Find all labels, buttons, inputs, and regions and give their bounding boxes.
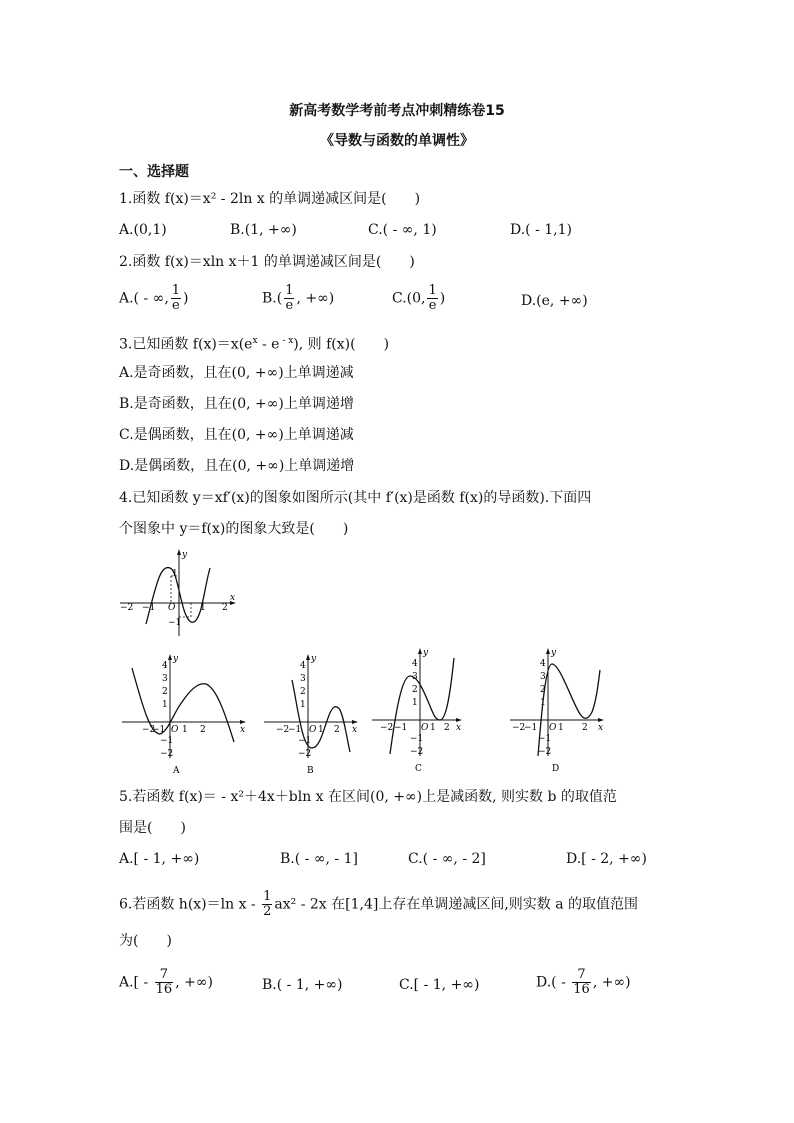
- svg-text:1: 1: [430, 723, 436, 733]
- q6-option-a: A.[ - $\frac{7}{16}$ , +∞): [119, 967, 213, 997]
- svg-text:−1: −1: [298, 736, 312, 746]
- svg-text:−2: −2: [512, 723, 526, 733]
- svg-text:O: O: [168, 603, 176, 613]
- q1-option-a: A.(0,1): [119, 222, 167, 238]
- svg-text:−2: −2: [276, 725, 290, 735]
- svg-text:4: 4: [162, 661, 168, 671]
- svg-text:y: y: [173, 654, 179, 664]
- q1-option-d: D.( - 1,1): [510, 222, 572, 238]
- svg-text:O: O: [549, 723, 557, 733]
- svg-text:1: 1: [558, 723, 564, 733]
- svg-text:2: 2: [540, 685, 546, 695]
- svg-text:x: x: [456, 723, 462, 733]
- svg-text:y: y: [551, 648, 557, 658]
- svg-text:O: O: [171, 725, 179, 735]
- svg-text:y: y: [423, 648, 429, 658]
- svg-text:−2: −2: [120, 603, 134, 613]
- svg-text:1: 1: [172, 569, 178, 579]
- q6-stem-line2: 为( ): [119, 933, 172, 949]
- svg-text:y: y: [311, 654, 317, 664]
- q1-stem: 1.函数 f(x)＝x² - 2ln x 的单调递减区间是( ): [119, 191, 421, 207]
- fraction: $\frac{7}{16}$: [573, 967, 590, 997]
- svg-text:−2: −2: [142, 725, 156, 735]
- svg-text:x: x: [230, 593, 236, 603]
- svg-text:x: x: [240, 725, 246, 735]
- q3-option-c: C.是偶函数，且在(0, +∞)上单调递减: [119, 427, 354, 443]
- q5-option-b: B.( - ∞, - 1]: [280, 851, 358, 867]
- svg-text:2: 2: [334, 725, 340, 735]
- svg-text:2: 2: [444, 723, 450, 733]
- fraction: $\frac{1}{e}$: [171, 283, 181, 313]
- q5-option-c: C.( - ∞, - 2]: [408, 851, 486, 867]
- svg-text:1: 1: [318, 725, 324, 735]
- q5-option-d: D.[ - 2, +∞): [566, 851, 647, 867]
- fraction: $\frac{1}{2}$: [263, 889, 272, 919]
- q5-option-a: A.[ - 1, +∞): [119, 851, 200, 867]
- svg-text:−1: −1: [168, 618, 182, 628]
- q6-option-c: C.[ - 1, +∞): [399, 977, 480, 993]
- svg-text:2: 2: [200, 725, 206, 735]
- svg-text:−2: −2: [298, 749, 312, 759]
- fraction: $\frac{1}{e}$: [428, 283, 437, 313]
- page-title: 新高考数学考前考点冲刺精练卷15: [289, 103, 505, 119]
- q2-option-b: B.( $\frac{1}{e}$ , +∞): [262, 283, 335, 313]
- svg-text:−1: −1: [152, 725, 166, 735]
- q1-option-b: B.(1, +∞): [230, 222, 297, 238]
- q4-main-graph: [118, 546, 240, 638]
- svg-text:−1: −1: [538, 734, 552, 744]
- svg-text:1: 1: [540, 698, 546, 708]
- q6-stem-line1: 6.若函数 h(x)＝ln x - $\frac{1}{2}$ ax² - 2x 在[1,4]上存在单调递减区间,则实数 a 的取值范围: [119, 889, 639, 919]
- q3-stem: 3.已知函数 $f(x)=x(e^x - e$ $^{- x}$), 则 f(x)( ): [119, 336, 390, 353]
- svg-text:1: 1: [412, 698, 418, 708]
- q4-graph-label-a: A: [173, 766, 180, 776]
- svg-text:−1: −1: [394, 723, 408, 733]
- svg-text:−1: −1: [288, 725, 302, 735]
- svg-text:3: 3: [412, 672, 418, 682]
- q4-graph-d: [508, 646, 608, 774]
- svg-text:1: 1: [200, 603, 206, 613]
- q2-option-c: C.(0, $\frac{1}{e}$ ): [392, 283, 446, 313]
- q4-graph-label-b: B: [307, 766, 314, 776]
- svg-text:−2: −2: [410, 747, 424, 757]
- svg-text:4: 4: [412, 659, 418, 669]
- svg-text:−1: −1: [410, 734, 424, 744]
- svg-text:2: 2: [412, 685, 418, 695]
- q5-stem-line2: 围是( ): [119, 820, 186, 836]
- q2-option-d: D.(e, +∞): [521, 293, 588, 309]
- q4-graph-b: [262, 652, 362, 776]
- q2-stem: 2.函数 f(x)＝xln x＋1 的单调递减区间是( ): [119, 254, 415, 270]
- svg-text:1: 1: [182, 725, 188, 735]
- svg-text:−2: −2: [380, 723, 394, 733]
- section-heading: 一、选择题: [119, 164, 189, 180]
- svg-text:1: 1: [300, 700, 306, 710]
- q6-option-b: B.( - 1, +∞): [262, 977, 343, 993]
- svg-text:4: 4: [540, 659, 546, 669]
- svg-text:O: O: [421, 723, 429, 733]
- svg-text:4: 4: [300, 661, 306, 671]
- q6-option-d: D.( - $\frac{7}{16}$ , +∞): [536, 967, 631, 997]
- q3-option-b: B.是奇函数，且在(0, +∞)上单调递增: [119, 396, 354, 412]
- svg-text:1: 1: [162, 700, 168, 710]
- svg-text:3: 3: [300, 674, 306, 684]
- q2-option-a: A.( - ∞, $\frac{1}{e}$ ): [119, 283, 189, 313]
- q4-stem-line1: 4.已知函数 y＝xf′(x)的图象如图所示(其中 f′(x)是函数 f(x)的导函数).下面四: [119, 490, 592, 506]
- q4-graph-label-c: C: [415, 764, 422, 774]
- svg-text:−2: −2: [538, 747, 552, 757]
- svg-text:y: y: [182, 550, 188, 560]
- svg-text:2: 2: [300, 687, 306, 697]
- fraction: $\frac{7}{16}$: [155, 967, 173, 997]
- fraction: $\frac{1}{e}$: [285, 283, 294, 313]
- svg-text:−1: −1: [524, 723, 538, 733]
- page-subtitle: 《导数与函数的单调性》: [320, 133, 474, 149]
- q1-option-c: C.( - ∞, 1): [368, 222, 437, 238]
- svg-text:2: 2: [162, 687, 168, 697]
- svg-text:O: O: [309, 725, 317, 735]
- q3-option-a: A.是奇函数，且在(0, +∞)上单调递减: [119, 365, 354, 381]
- q4-stem-line2: 个图象中 y＝f(x)的图象大致是( ): [119, 521, 349, 537]
- q5-stem-line1: 5.若函数 f(x)＝ - x²＋4x＋bln x 在区间(0, +∞)上是减函数, 则实数 b 的取值范: [119, 789, 617, 805]
- svg-text:−2: −2: [160, 749, 174, 759]
- svg-text:x: x: [598, 723, 604, 733]
- svg-text:2: 2: [222, 603, 228, 613]
- svg-text:3: 3: [162, 674, 168, 684]
- q4-graph-label-d: D: [552, 764, 560, 774]
- svg-text:x: x: [352, 725, 358, 735]
- q4-graph-a: [120, 652, 250, 776]
- svg-text:−1: −1: [142, 603, 156, 613]
- svg-text:2: 2: [582, 723, 588, 733]
- svg-text:−1: −1: [160, 736, 174, 746]
- svg-text:3: 3: [540, 672, 546, 682]
- q4-graph-c: [370, 646, 466, 774]
- q3-option-d: D.是偶函数，且在(0, +∞)上单调递增: [119, 458, 355, 474]
